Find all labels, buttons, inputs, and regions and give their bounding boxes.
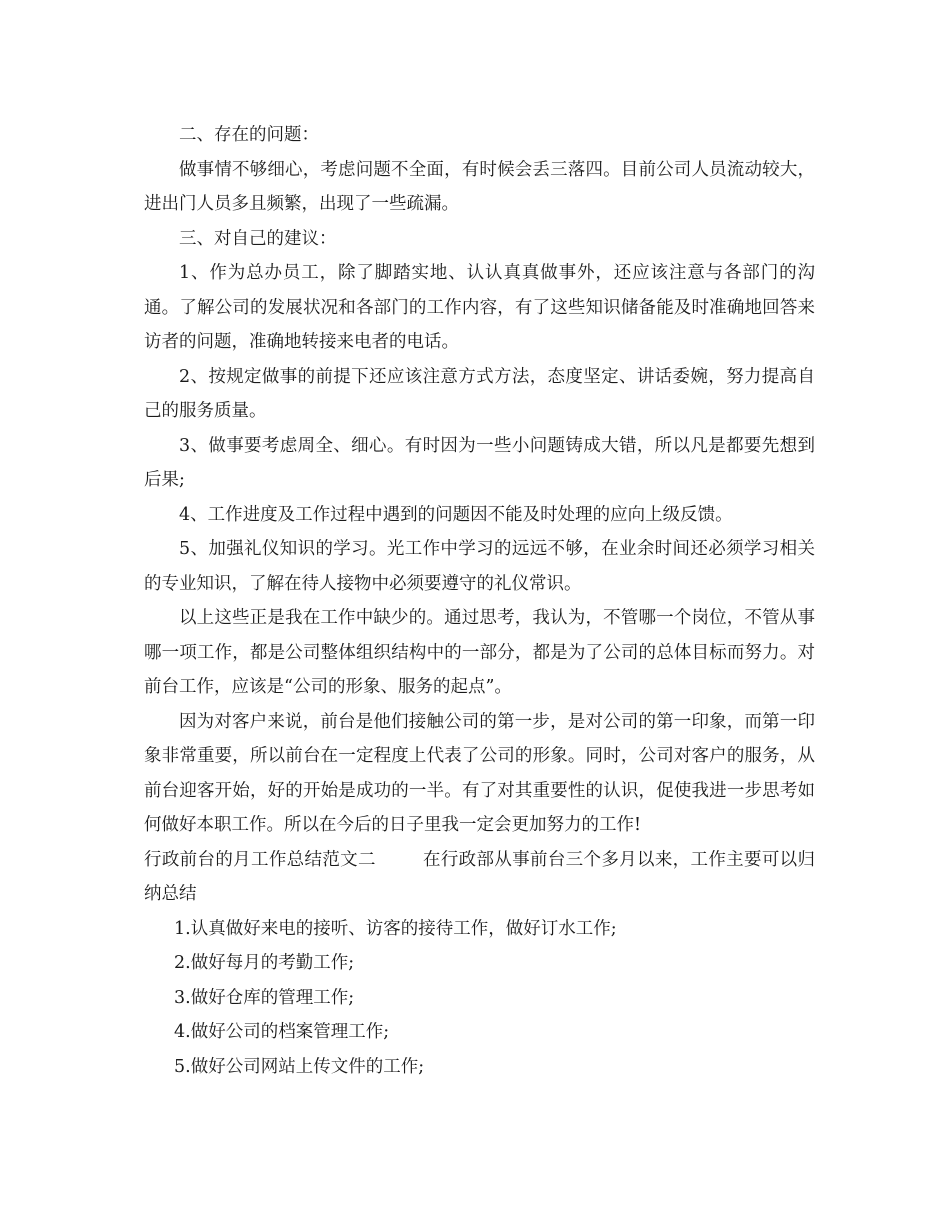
suggestion-item: 5、加强礼仪知识的学习。光工作中学习的远远不够，在业余时间还必须学习相关的专业知识，了解在待人接物中必须要遵守的礼仪常识。 — [144, 539, 815, 594]
section-heading-problems: 二、存在的问题： — [179, 125, 319, 145]
suggestion-item: 2、按规定做事的前提下还应该注意方式方法，态度坚定、讲话委婉，努力提高自己的服务质量。 — [144, 366, 815, 421]
suggestion-item: 3、做事要考虑周全、细心。有时因为一些小问题铸成大错，所以凡是都要先想到后果; — [144, 435, 815, 490]
task-item: 5.做好公司网站上传文件的工作; — [174, 1056, 425, 1077]
article-two-intro: 行政前台的月工作总结范文二 在行政部从事前台三个多月以来，工作主要可以归纳总结 — [144, 849, 815, 904]
task-list — [144, 912, 815, 1085]
problems-paragraph: 做事情不够细心，考虑问题不全面，有时候会丢三落四。目前公司人员流动较大，进出门人员多且频繁，出现了一些疏漏。 — [144, 159, 815, 214]
closing-paragraph: 因为对客户来说，前台是他们接触公司的第一步，是对公司的第一印象，而第一印象非常重要，所以前台在一定程度上代表了公司的形象。同时，公司对客户的服务，从前台迎客开始，好的开始是成功的一半。有了对其重要性的认识，促使我进一步思考如何做好本职工作。所以在今后的日子里我一定会更加努力的工作! — [144, 711, 815, 835]
task-item: 2.做好每月的考勤工作; — [174, 953, 355, 973]
suggestion-item: 1、作为总办员工，除了脚踏实地、认认真真做事外，还应该注意与各部门的沟通。了解公司的发展状况和各部门的工作内容，有了这些知识储备能及时准确地回答来访者的问题，准确地转接来电者的电话。 — [144, 263, 815, 352]
task-item: 4.做好公司的档案管理工作; — [174, 1022, 390, 1042]
task-item: 3.做好仓库的管理工作; — [174, 987, 355, 1008]
task-item: 1.认真做好来电的接听、访客的接待工作，做好订水工作; — [174, 918, 617, 939]
suggestion-item: 4、工作进度及工作过程中遇到的问题因不能及时处理的应向上级反馈。 — [179, 504, 733, 525]
section-heading-suggestions: 三、对自己的建议： — [179, 228, 337, 249]
reflection-paragraph: 以上这些正是我在工作中缺少的。通过思考，我认为，不管哪一个岗位，不管从事哪一项工作，都是公司整体组织结构中的一部分，都是为了公司的总体目标而努力。对前台工作，应该是“公司的形象、服务的起点”。 — [144, 608, 815, 697]
